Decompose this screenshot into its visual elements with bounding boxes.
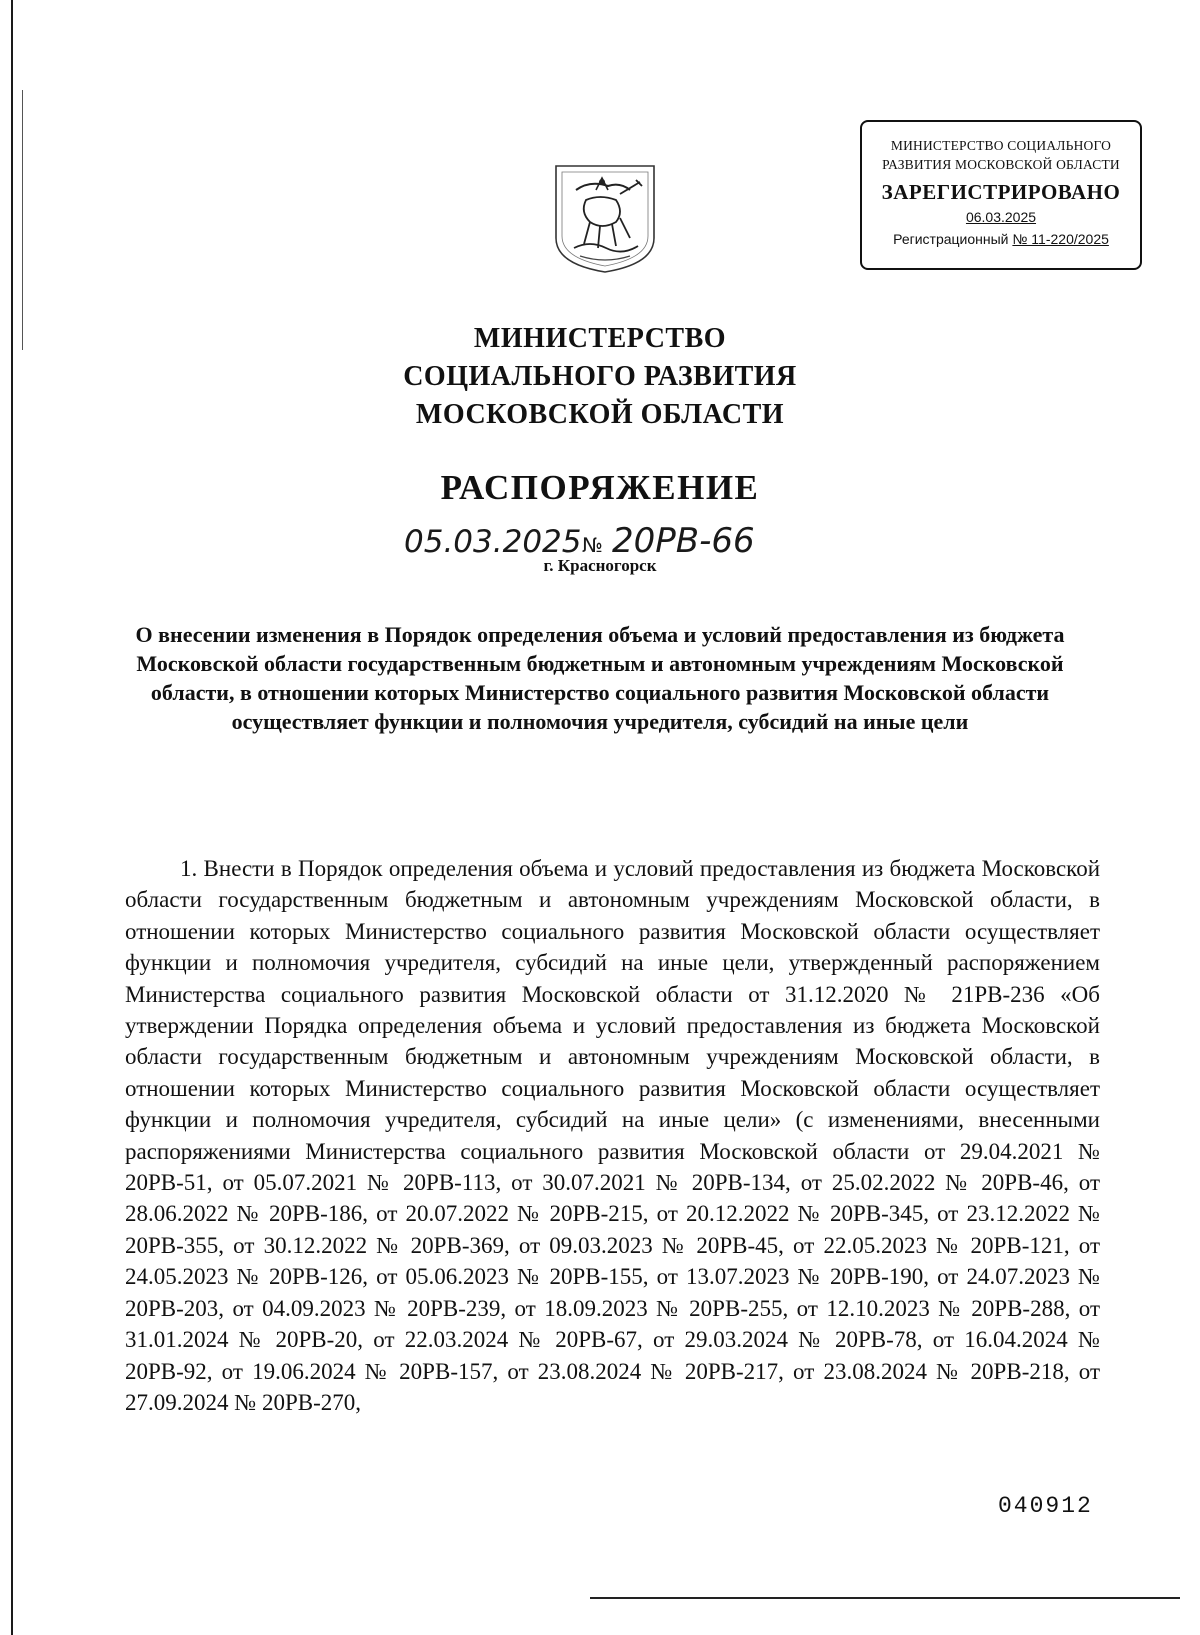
ministry-name-line2: СОЦИАЛЬНОГО РАЗВИТИЯ (403, 361, 797, 392)
ministry-name-line3: МОСКОВСКОЙ ОБЛАСТИ (415, 399, 785, 430)
page-code: 040912 (998, 1493, 1093, 1519)
handwritten-date: 05.03.2025 (404, 524, 582, 560)
body-paragraph-1: 1. Внести в Порядок определения объема и условий предоставления из бюджета Московской области государственным бюджетным и автономным учреждениям Московской области, в отношении которых Министерство социального развития Московской области осуществляет функции и полномочия учредителя, субсидий на иные цели, утвержденный распоряжением Министерства социального развития Московской области от 31.12.2020 № 21РВ-236 «Об утверждении Порядка определения объема и условий предоставления из бюджета Московской области государственным бюджетным и автономным учреждениям Московской области, в отношении которых Министерство социального развития Московской области осуществляет функции и полномочия учредителя, субсидий на иные цели» (с изменениями, внесенными распоряжениями Министерства социального развития Московской области от 29.04.2021 № 20РВ-51, от 05.07.2021 № 20РВ-113, от 30.07.2021 № 20РВ-134, от 25.02.2022 № 20РВ-46, от 28.06.2022 № 20РВ-186, от 20.07.2022 № 20РВ-215, от 20.12.2022 № 20РВ-345, от 23.12.2022 № 20РВ-355, от 30.12.2022 № 20РВ-369, от 09.03.2023 № 20РВ-45, от 22.05.2023 № 20РВ-121, от 24.05.2023 № 20РВ-126, от 05.06.2023 № 20РВ-155, от 13.07.2023 № 20РВ-190, от 24.07.2023 № 20РВ-203, от 04.09.2023 № 20РВ-239, от 18.09.2023 № 20РВ-255, от 12.10.2023 № 20РВ-288, от 31.01.2024 № 20РВ-20, от 22.03.2024 № 20РВ-67, от 29.03.2024 № 20РВ-78, от 16.04.2024 № 20РВ-92, от 19.06.2024 № 20РВ-157, от 23.08.2024 № 20РВ-217, от 23.08.2024 № 20РВ-218, от 27.09.2024 № 20РВ-270, (125, 856, 1100, 1415)
stamp-ministry-line2: РАЗВИТИЯ МОСКОВСКОЙ ОБЛАСТИ (882, 157, 1120, 172)
registration-stamp (860, 120, 1142, 270)
handwritten-number: 20РВ-66 (612, 521, 755, 561)
stamp-registration-number: № 11-220/2025 (1012, 231, 1109, 247)
ministry-name-line1: МИНИСТЕРСТВО (473, 323, 727, 354)
document-subject: О внесении изменения в Порядок определения объема и условий предоставления из бюджета Московской области государственным бюджетным и автономным учреждениям Московской области, в отношении которых Министерство социального развития Московской области осуществляет функции и полномочия учредителя, субсидий на иные цели (135, 622, 1065, 734)
stamp-ministry-line1: МИНИСТЕРСТВО СОЦИАЛЬНОГО (890, 138, 1112, 153)
scan-edge-line-secondary (22, 90, 23, 350)
stamp-date: 06.03.2025 (965, 209, 1037, 225)
stamp-registration (862, 231, 1140, 247)
bottom-rule (590, 1597, 1180, 1599)
number-sign: № (582, 533, 603, 557)
stamp-title: ЗАРЕГИСТРИРОВАНО (881, 180, 1121, 204)
scan-edge-line (11, 0, 13, 1635)
stamp-registration-label: Регистрационный (893, 231, 1013, 247)
ministry-name (0, 320, 1200, 434)
city: г. Красногорск (543, 556, 657, 575)
coat-of-arms-icon (550, 160, 660, 276)
document-type-title: РАСПОРЯЖЕНИЕ (440, 468, 760, 507)
